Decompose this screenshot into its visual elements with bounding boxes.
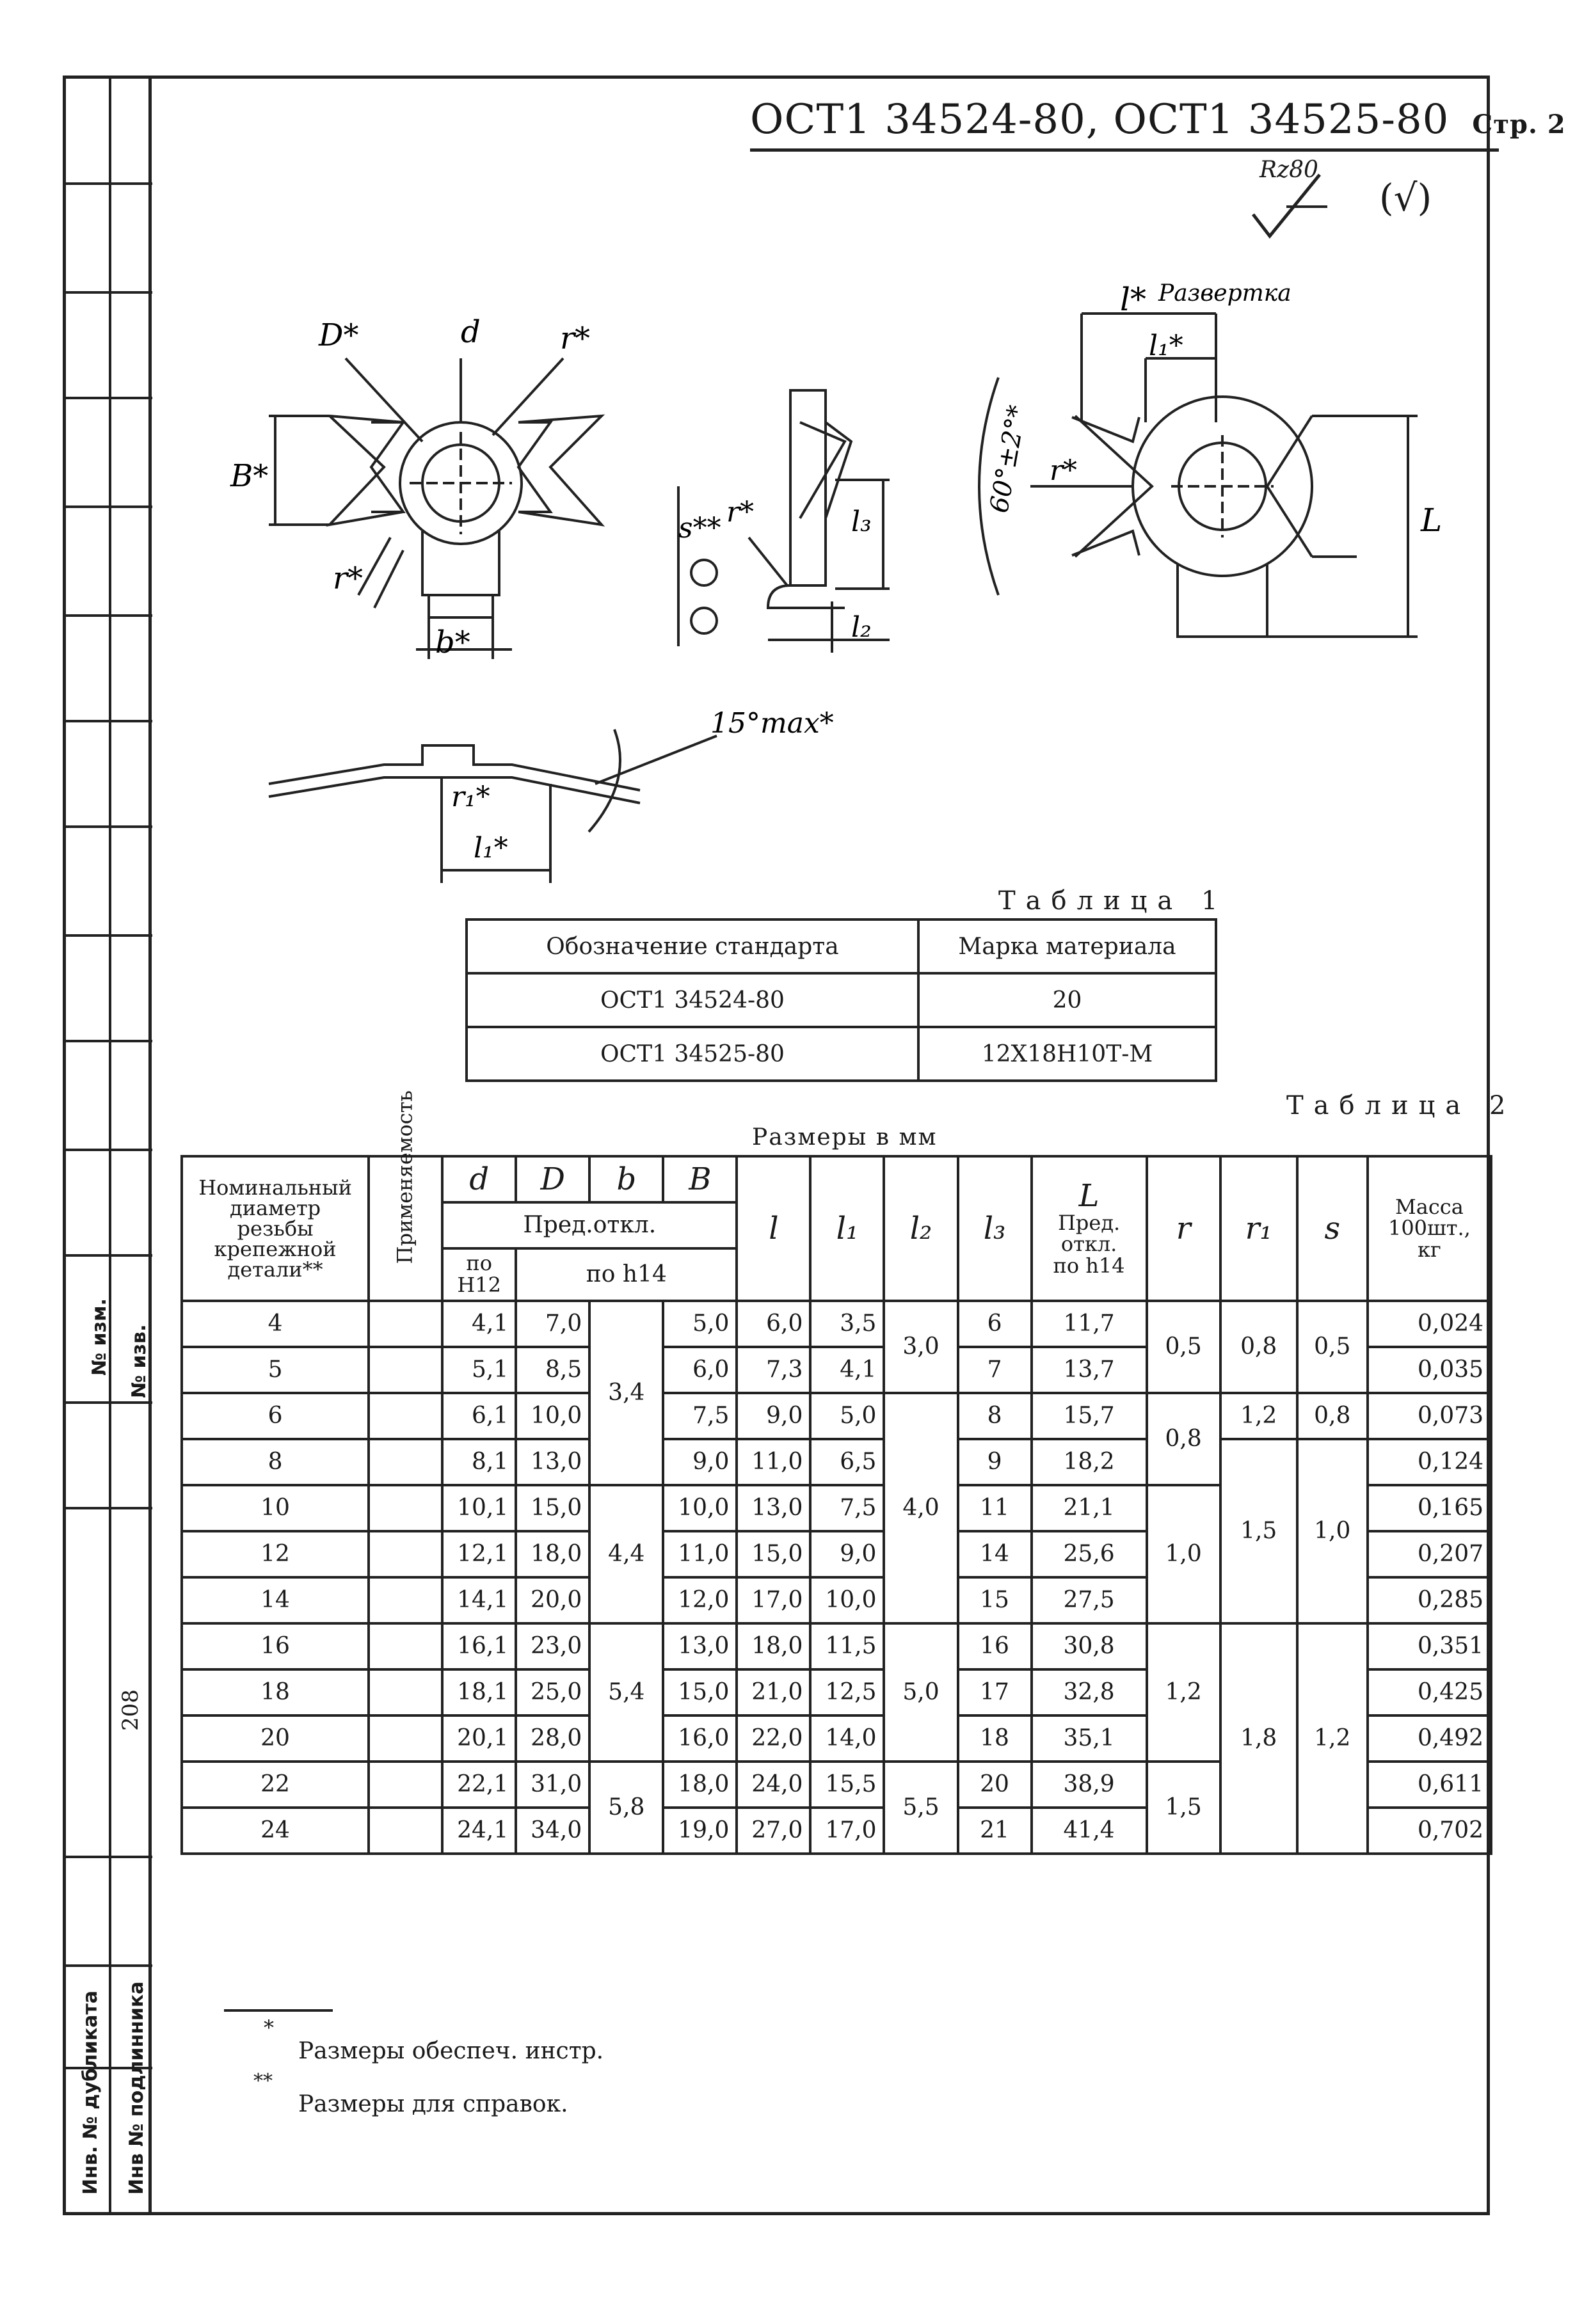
table-cell: 11,0 xyxy=(663,1531,737,1577)
table-cell: 15 xyxy=(958,1577,1032,1623)
table-cell: 0,8 xyxy=(1297,1393,1368,1439)
table-cell: 13,7 xyxy=(1032,1347,1147,1393)
table-cell: 18 xyxy=(958,1715,1032,1762)
table-cell xyxy=(369,1623,442,1669)
table-cell: 34,0 xyxy=(516,1808,589,1854)
label-d: d xyxy=(461,314,481,350)
table-cell: 35,1 xyxy=(1032,1715,1147,1762)
table-cell: 3,5 xyxy=(810,1301,884,1347)
table-cell: 15,0 xyxy=(663,1669,737,1715)
table-cell: 12 xyxy=(182,1531,369,1577)
table1-header-cell: Обозначение стандарта xyxy=(467,919,918,973)
table-cell: 11,0 xyxy=(737,1439,810,1485)
table-cell: 20,0 xyxy=(516,1577,589,1623)
table-cell: 0,8 xyxy=(1220,1301,1297,1393)
label-angle15: 15°max* xyxy=(710,707,834,740)
sidebar-tick xyxy=(63,397,152,399)
label-r: r* xyxy=(560,321,590,356)
label-l1: l₁* xyxy=(1149,330,1183,362)
header-mass: Масса 100шт., кг xyxy=(1368,1156,1491,1301)
table-cell: 13,0 xyxy=(516,1439,589,1485)
table-cell: 3,4 xyxy=(589,1301,663,1485)
table-cell: 18,2 xyxy=(1032,1439,1147,1485)
header-B: B xyxy=(663,1156,737,1202)
table-cell xyxy=(369,1577,442,1623)
table-cell xyxy=(369,1808,442,1854)
table-cell xyxy=(369,1301,442,1347)
table-cell: 18,0 xyxy=(737,1623,810,1669)
table-cell: 4 xyxy=(182,1301,369,1347)
header-underline xyxy=(750,148,1499,152)
table-cell: 38,9 xyxy=(1032,1762,1147,1808)
header-pred-otkl: Пред.откл. xyxy=(442,1202,737,1248)
table-cell: 18 xyxy=(182,1669,369,1715)
header-nominal: Номинальный диаметр резьбы крепежной детали** xyxy=(182,1156,369,1301)
sidebar-izv: № изв. xyxy=(128,1324,150,1398)
table-cell: 22,0 xyxy=(737,1715,810,1762)
sidebar-tick xyxy=(63,1040,152,1042)
table-cell xyxy=(369,1531,442,1577)
label-D: D* xyxy=(319,317,359,353)
table-cell: 9,0 xyxy=(737,1393,810,1439)
table-cell: 21,1 xyxy=(1032,1485,1147,1531)
table1 xyxy=(465,918,1217,1082)
table-cell: 4,1 xyxy=(810,1347,884,1393)
table-cell: 1,5 xyxy=(1220,1439,1297,1623)
table-row xyxy=(182,1439,1491,1485)
table-cell xyxy=(369,1669,442,1715)
sidebar-tick xyxy=(63,182,152,185)
table-cell: 0,073 xyxy=(1368,1393,1491,1439)
sidebar-tick xyxy=(63,1401,152,1404)
table-cell: 22,1 xyxy=(442,1762,516,1808)
table2-header-row xyxy=(182,1156,1491,1202)
header-l1: l₁ xyxy=(810,1156,884,1301)
table-cell: 27,5 xyxy=(1032,1577,1147,1623)
label-l: l* xyxy=(1120,281,1146,318)
table-cell: 21 xyxy=(958,1808,1032,1854)
table-cell: 24,0 xyxy=(737,1762,810,1808)
table-cell: 16 xyxy=(182,1623,369,1669)
table-cell: 6,1 xyxy=(442,1393,516,1439)
table-row xyxy=(182,1393,1491,1439)
technical-drawing xyxy=(192,230,1459,896)
table1-cell: 12Х18Н10Т-М xyxy=(918,1027,1216,1081)
table-cell: 27,0 xyxy=(737,1808,810,1854)
table-cell: 28,0 xyxy=(516,1715,589,1762)
table-cell: 6 xyxy=(182,1393,369,1439)
label-r-dev: r* xyxy=(1050,454,1078,487)
table-cell: 10 xyxy=(182,1485,369,1531)
table-cell: 0,207 xyxy=(1368,1531,1491,1577)
table-cell: 10,1 xyxy=(442,1485,516,1531)
table-cell: 17 xyxy=(958,1669,1032,1715)
table-cell: 23,0 xyxy=(516,1623,589,1669)
sidebar-page-number: 208 xyxy=(118,1689,143,1731)
label-s: s** xyxy=(678,512,721,545)
page-title xyxy=(750,96,1566,143)
table-cell xyxy=(369,1393,442,1439)
footnote-text: Размеры для справок. xyxy=(298,2091,568,2117)
header-po-H12: по Н12 xyxy=(442,1248,516,1301)
header-l2: l₂ xyxy=(884,1156,957,1301)
table-cell: 5,8 xyxy=(589,1762,663,1854)
table-cell: 7,5 xyxy=(663,1393,737,1439)
table-cell: 6,0 xyxy=(737,1301,810,1347)
label-r-side: r* xyxy=(726,496,755,529)
table-cell: 32,8 xyxy=(1032,1669,1147,1715)
table-cell: 7,0 xyxy=(516,1301,589,1347)
sidebar-tick xyxy=(63,1856,152,1858)
table-cell: 0,035 xyxy=(1368,1347,1491,1393)
table-cell: 15,0 xyxy=(516,1485,589,1531)
table-cell: 15,0 xyxy=(737,1531,810,1577)
table-cell: 18,0 xyxy=(516,1531,589,1577)
sidebar-tick xyxy=(63,1964,152,1967)
table-cell: 5,0 xyxy=(663,1301,737,1347)
table-cell: 1,2 xyxy=(1297,1623,1368,1854)
table-cell xyxy=(369,1485,442,1531)
table-cell: 21,0 xyxy=(737,1669,810,1715)
table-cell: 0,285 xyxy=(1368,1577,1491,1623)
table-cell: 1,8 xyxy=(1220,1623,1297,1854)
sidebar-tick xyxy=(63,720,152,722)
table-cell xyxy=(369,1762,442,1808)
header-d: d xyxy=(442,1156,516,1202)
table-cell: 3,0 xyxy=(884,1301,957,1393)
table-cell: 0,5 xyxy=(1297,1301,1368,1393)
table-cell: 5,5 xyxy=(884,1762,957,1854)
table1-cell: 20 xyxy=(918,973,1216,1027)
table-cell: 16 xyxy=(958,1623,1032,1669)
label-L: L xyxy=(1421,502,1443,539)
table-cell: 0,124 xyxy=(1368,1439,1491,1485)
table-cell xyxy=(369,1347,442,1393)
table-cell: 24,1 xyxy=(442,1808,516,1854)
table-cell: 18,1 xyxy=(442,1669,516,1715)
header-D: D xyxy=(516,1156,589,1202)
table-cell: 12,1 xyxy=(442,1531,516,1577)
footnote-mark: ** xyxy=(253,2070,273,2092)
table-cell: 22 xyxy=(182,1762,369,1808)
razvertka-label: Развертка xyxy=(1158,280,1291,306)
table-cell: 11,7 xyxy=(1032,1301,1147,1347)
table-cell: 1,0 xyxy=(1297,1439,1368,1623)
label-l1-bottom: l₁* xyxy=(474,832,508,864)
table-cell: 13,0 xyxy=(663,1623,737,1669)
sidebar-izm: № изм. xyxy=(88,1298,111,1376)
table-cell: 5,1 xyxy=(442,1347,516,1393)
table-row xyxy=(467,973,1216,1027)
table1-cell: ОСТ1 34525-80 xyxy=(467,1027,918,1081)
table-cell: 20 xyxy=(958,1762,1032,1808)
table-cell: 0,8 xyxy=(1147,1393,1220,1485)
sidebar-dubl: Инв. № дубликата xyxy=(79,1990,102,2195)
header-r: r xyxy=(1147,1156,1220,1301)
table-cell: 18,0 xyxy=(663,1762,737,1808)
table-cell xyxy=(369,1715,442,1762)
table-cell: 15,5 xyxy=(810,1762,884,1808)
sidebar-tick xyxy=(63,1149,152,1151)
label-B: B* xyxy=(230,458,269,494)
table-cell: 0,5 xyxy=(1147,1301,1220,1393)
header-l3: l₃ xyxy=(958,1156,1032,1301)
table-cell: 6,5 xyxy=(810,1439,884,1485)
table-cell: 4,1 xyxy=(442,1301,516,1347)
table-cell: 4,0 xyxy=(884,1393,957,1623)
table-cell: 0,611 xyxy=(1368,1762,1491,1808)
table2-caption: Таблица 2 xyxy=(1286,1091,1516,1120)
table-cell: 10,0 xyxy=(516,1393,589,1439)
table-cell: 0,425 xyxy=(1368,1669,1491,1715)
table-cell: 8,1 xyxy=(442,1439,516,1485)
table1-caption: Таблица 1 xyxy=(998,886,1228,916)
header-b: b xyxy=(589,1156,663,1202)
label-l2: l₂ xyxy=(851,611,872,644)
table-cell: 1,0 xyxy=(1147,1485,1220,1623)
table-cell: 31,0 xyxy=(516,1762,589,1808)
table-cell: 8 xyxy=(958,1393,1032,1439)
table-cell: 9,0 xyxy=(663,1439,737,1485)
table-cell: 12,5 xyxy=(810,1669,884,1715)
table-cell: 5,0 xyxy=(884,1623,957,1762)
table-cell: 20 xyxy=(182,1715,369,1762)
table-row xyxy=(182,1301,1491,1347)
table-cell: 11 xyxy=(958,1485,1032,1531)
header-r1: r₁ xyxy=(1220,1156,1297,1301)
table-cell xyxy=(369,1439,442,1485)
table2-units: Размеры в мм xyxy=(752,1124,938,1150)
table-row xyxy=(467,1027,1216,1081)
table-cell: 0,024 xyxy=(1368,1301,1491,1347)
table-cell: 14 xyxy=(182,1577,369,1623)
sidebar-tick xyxy=(63,291,152,294)
table-cell: 0,492 xyxy=(1368,1715,1491,1762)
table-cell: 1,2 xyxy=(1147,1623,1220,1762)
sidebar-tick xyxy=(63,1254,152,1257)
table-cell: 6 xyxy=(958,1301,1032,1347)
sidebar-podl: Инв № подлинника xyxy=(125,1981,148,2195)
sidebar-tick xyxy=(63,1507,152,1509)
table-cell: 25,0 xyxy=(516,1669,589,1715)
table-cell: 10,0 xyxy=(810,1577,884,1623)
roughness-value: Rz80 xyxy=(1259,157,1318,183)
table-cell: 16,0 xyxy=(663,1715,737,1762)
table-cell: 16,1 xyxy=(442,1623,516,1669)
sidebar-tick xyxy=(63,825,152,828)
table-cell: 14,0 xyxy=(810,1715,884,1762)
label-angle: 60°±2°* xyxy=(984,402,1032,516)
table-cell: 25,6 xyxy=(1032,1531,1147,1577)
table1-header-row xyxy=(467,919,1216,973)
table-cell: 15,7 xyxy=(1032,1393,1147,1439)
table-cell: 41,4 xyxy=(1032,1808,1147,1854)
table-cell: 7,3 xyxy=(737,1347,810,1393)
label-r-front: r* xyxy=(333,561,363,596)
table1-header-cell: Марка материала xyxy=(918,919,1216,973)
table-cell: 11,5 xyxy=(810,1623,884,1669)
table-cell: 9 xyxy=(958,1439,1032,1485)
page-label: Стр. 2 xyxy=(1472,109,1566,139)
table-cell: 5,4 xyxy=(589,1623,663,1762)
sidebar-tick xyxy=(63,614,152,617)
table-cell: 1,5 xyxy=(1147,1762,1220,1854)
label-r1: r₁* xyxy=(451,781,490,813)
table-cell: 8 xyxy=(182,1439,369,1485)
sidebar-tick xyxy=(63,934,152,937)
table-cell: 9,0 xyxy=(810,1531,884,1577)
footnote-mark: * xyxy=(264,2016,274,2040)
table-cell: 5,0 xyxy=(810,1393,884,1439)
roughness-parenthesis: (√) xyxy=(1379,176,1432,219)
sidebar-tick xyxy=(63,505,152,508)
table-cell: 10,0 xyxy=(663,1485,737,1531)
table-cell: 8,5 xyxy=(516,1347,589,1393)
footnote-text: Размеры обеспеч. инстр. xyxy=(298,2038,604,2064)
table-cell: 0,165 xyxy=(1368,1485,1491,1531)
table-row xyxy=(182,1623,1491,1669)
footnote-rule xyxy=(224,2009,333,2012)
header-applicability: Применяемость xyxy=(369,1156,442,1301)
table-cell: 6,0 xyxy=(663,1347,737,1393)
table-cell: 12,0 xyxy=(663,1577,737,1623)
label-b: b* xyxy=(435,625,470,660)
table-cell: 14 xyxy=(958,1531,1032,1577)
table-cell: 17,0 xyxy=(810,1808,884,1854)
header-s: s xyxy=(1297,1156,1368,1301)
table-cell: 0,351 xyxy=(1368,1623,1491,1669)
header-l: l xyxy=(737,1156,810,1301)
table-cell: 5 xyxy=(182,1347,369,1393)
table1-cell: ОСТ1 34524-80 xyxy=(467,973,918,1027)
standard-designation: ОСТ1 34524-80, ОСТ1 34525-80 xyxy=(750,96,1450,143)
label-l3: l₃ xyxy=(851,505,872,538)
table-cell: 17,0 xyxy=(737,1577,810,1623)
table-cell: 1,2 xyxy=(1220,1393,1297,1439)
table-cell: 20,1 xyxy=(442,1715,516,1762)
table-cell: 13,0 xyxy=(737,1485,810,1531)
header-po-h14: по h14 xyxy=(516,1248,737,1301)
table-cell: 4,4 xyxy=(589,1485,663,1623)
table-cell: 7,5 xyxy=(810,1485,884,1531)
table-cell: 14,1 xyxy=(442,1577,516,1623)
header-L: L Пред. откл. по h14 xyxy=(1032,1156,1147,1301)
table-cell: 30,8 xyxy=(1032,1623,1147,1669)
table-cell: 7 xyxy=(958,1347,1032,1393)
table-cell: 19,0 xyxy=(663,1808,737,1854)
table-cell: 24 xyxy=(182,1808,369,1854)
table-cell: 0,702 xyxy=(1368,1808,1491,1854)
